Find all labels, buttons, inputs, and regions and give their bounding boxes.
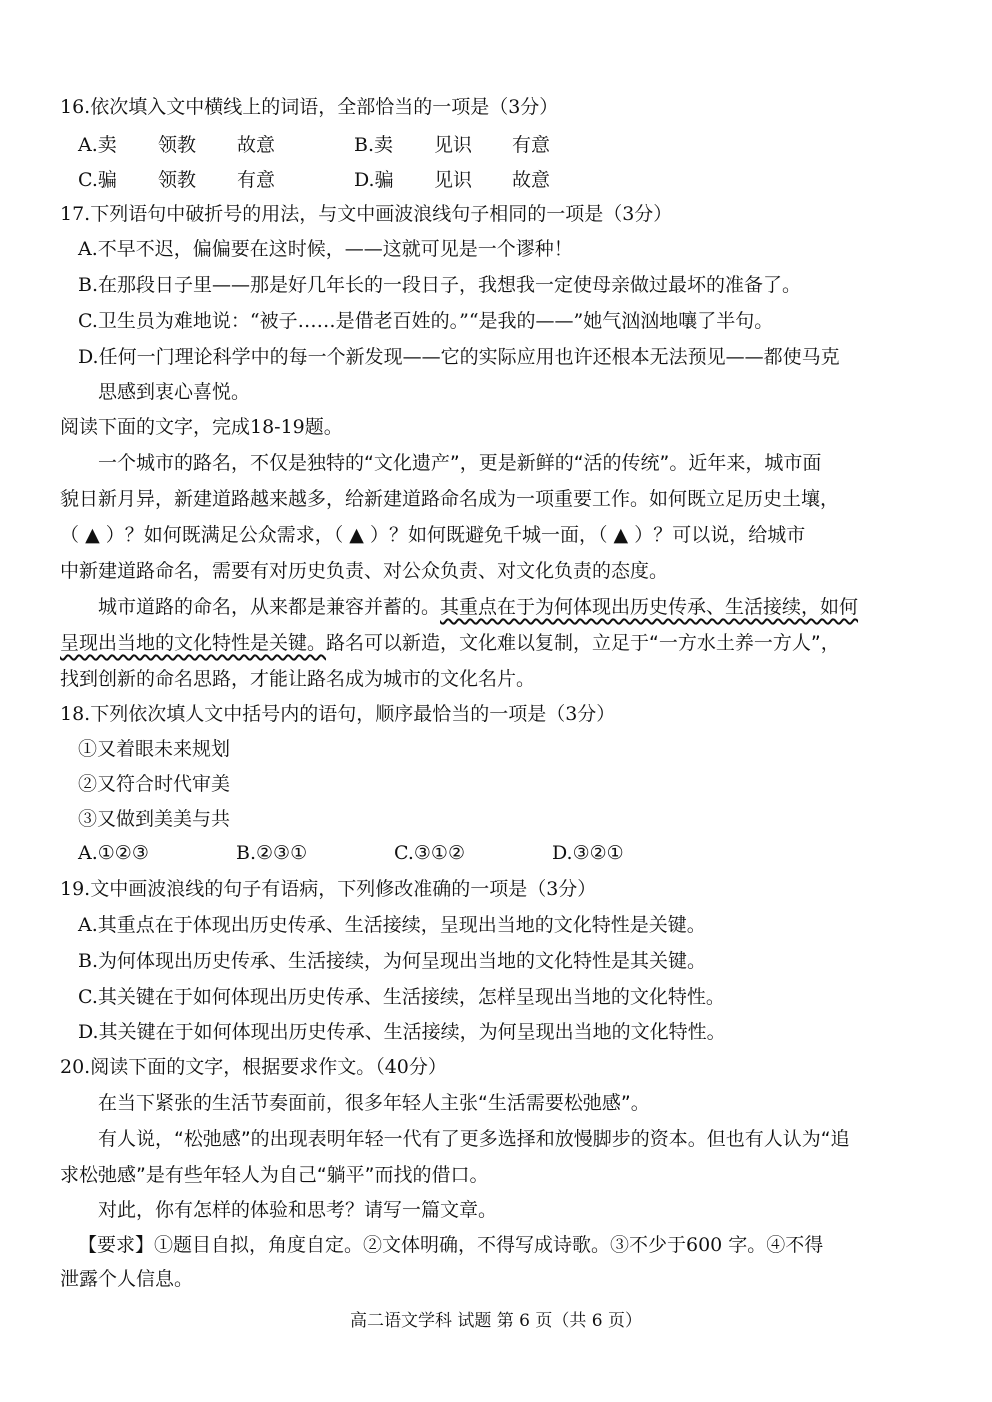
q19-option-d: D.其关键在于如何体现出历史传承、生活接续，为何呈现出当地的文化特性。 xyxy=(78,1021,726,1043)
q16-option-a-1: A.卖 xyxy=(78,134,117,156)
q18-stem: 18.下列依次填人文中括号内的语句，顺序最恰当的一项是（3分） xyxy=(60,703,616,725)
q16-stem: 16.依次填入文中横线上的词语，全部恰当的一项是（3分） xyxy=(60,96,559,118)
q18-option-d: D.③②① xyxy=(552,842,624,864)
q16-option-a-2: 领教 xyxy=(158,134,197,156)
wavy-sentence-part2: 呈现出当地的文化特性是关键。 xyxy=(60,632,327,654)
passage-p1-line3-seg4: ）？可以说，给城市 xyxy=(634,524,806,546)
q16-option-c-1: C.骗 xyxy=(78,169,117,191)
reading-instruction: 阅读下面的文字，完成18-19题。 xyxy=(60,416,343,438)
passage-p1-line1: 一个城市的路名，不仅是独特的“文化遗产”，更是新鲜的“活的传统”。近年来，城市面 xyxy=(98,452,822,474)
q20-para1: 在当下紧张的生活节奏面前，很多年轻人主张“生活需要松弛感”。 xyxy=(98,1092,650,1114)
q20-requirements-line2: 泄露个人信息。 xyxy=(60,1268,194,1290)
passage-p1-line3 xyxy=(60,522,805,548)
q16-option-d-3: 故意 xyxy=(512,169,551,191)
q19-option-c: C.其关键在于如何体现出历史传承、生活接续，怎样呈现出当地的文化特性。 xyxy=(78,986,725,1008)
q17-stem: 17.下列语句中破折号的用法，与文中画波浪线句子相同的一项是（3分） xyxy=(60,203,673,225)
passage-p2-line1 xyxy=(98,594,858,620)
q17-option-c: C.卫生员为难地说：“被子……是借老百姓的。”“是我的——”她气汹汹地嚷了半句。 xyxy=(78,310,774,332)
passage-p2-line2 xyxy=(60,630,840,656)
blank-marker-1: ▲ xyxy=(85,524,100,546)
q18-option-a: A.①②③ xyxy=(78,842,149,864)
passage-p1-line2: 貌日新月异，新建道路越来越多，给新建道路命名成为一项重要工作。如何既立足历史土壤， xyxy=(60,488,840,510)
q20-para2-line1: 有人说，“松弛感”的出现表明年轻一代有了更多选择和放慢脚步的资本。但也有人认为“追 xyxy=(98,1128,850,1150)
q17-option-d-line1: D.任何一门理论科学中的每一个新发现——它的实际应用也许还根本无法预见——都使马克 xyxy=(78,346,840,368)
q16-option-b-1: B.卖 xyxy=(354,134,394,156)
q16-option-c-3: 有意 xyxy=(237,169,276,191)
q16-option-d-1: D.骗 xyxy=(354,169,394,191)
q19-stem: 19.文中画波浪线的句子有语病，下列修改准确的一项是（3分） xyxy=(60,878,597,900)
q20-requirements-line1: 【要求】①题目自拟，角度自定。②文体明确，不得写成诗歌。③不少于600 字。④不得 xyxy=(78,1234,824,1256)
q18-option-b: B.②③① xyxy=(236,842,308,864)
q17-option-b: B.在那段日子里——那是好几年长的一段日子，我想我一定使母亲做过最坏的准备了。 xyxy=(78,274,802,296)
q16-option-d-2: 见识 xyxy=(434,169,473,191)
q20-stem: 20.阅读下面的文字，根据要求作文。（40分） xyxy=(60,1056,447,1078)
passage-p1-line4: 中新建道路命名，需要有对历史负责、对公众负责、对文化负责的态度。 xyxy=(60,560,669,582)
passage-p2-line3: 找到创新的命名思路，才能让路名成为城市的文化名片。 xyxy=(60,668,536,690)
blank-marker-2: ▲ xyxy=(349,524,364,546)
q20-para3: 对此，你有怎样的体验和思考？请写一篇文章。 xyxy=(98,1199,498,1221)
q20-para2-line2: 求松弛感”是有些年轻人为自己“躺平”而找的借口。 xyxy=(60,1164,489,1186)
paren-open: （ xyxy=(60,524,80,546)
q16-option-b-3: 有意 xyxy=(512,134,551,156)
wavy-sentence-part1: 其重点在于为何体现出历史传承、生活接续，如何 xyxy=(440,596,859,618)
q17-option-d-line2: 思感到衷心喜悦。 xyxy=(98,381,251,403)
passage-p1-line3-seg3: ）？如何既避免千城一面，（ xyxy=(369,524,608,546)
q18-option-c: C.③①② xyxy=(394,842,465,864)
passage-p2-line1-plain: 城市道路的命名，从来都是兼容并蓄的。 xyxy=(98,596,441,618)
q19-option-a: A.其重点在于体现出历史传承、生活接续，呈现出当地的文化特性是关键。 xyxy=(78,914,706,936)
q16-option-b-2: 见识 xyxy=(434,134,473,156)
q18-sentence-2: ②又符合时代审美 xyxy=(78,773,231,795)
q19-option-b: B.为何体现出历史传承、生活接续，为何呈现出当地的文化特性是其关键。 xyxy=(78,950,707,972)
passage-p2-line2-plain: 路名可以新造，文化难以复制，立足于“一方水土养一方人”， xyxy=(326,632,840,654)
q16-option-c-2: 领教 xyxy=(158,169,197,191)
q18-sentence-3: ③又做到美美与共 xyxy=(78,808,231,830)
page-footer: 高二语文学科 试题 第 6 页（共 6 页） xyxy=(349,1311,643,1331)
q18-sentence-1: ①又着眼未来规划 xyxy=(78,738,231,760)
q17-option-a: A.不早不迟，偏偏要在这时候，——这就可见是一个谬种！ xyxy=(78,238,573,260)
q16-option-a-3: 故意 xyxy=(237,134,276,156)
passage-p1-line3-seg2: ）？如何既满足公众需求，（ xyxy=(105,524,344,546)
blank-marker-3: ▲ xyxy=(613,524,629,546)
